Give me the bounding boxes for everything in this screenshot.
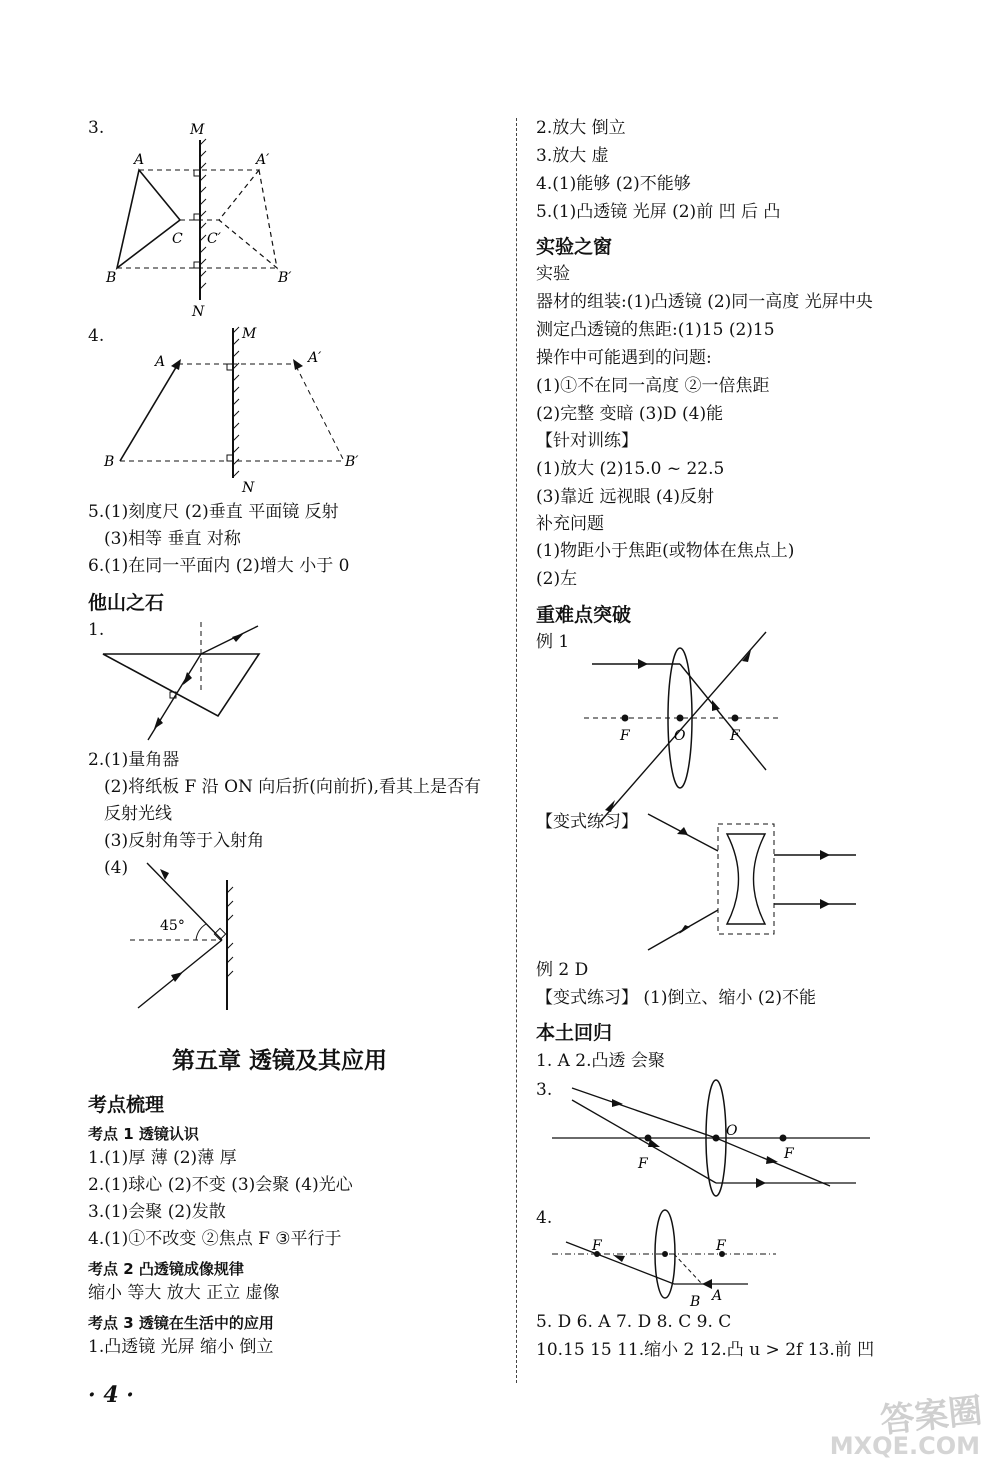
kaodian-title: 考点梳理 — [88, 1094, 165, 1116]
ts-q1-label: 1. — [88, 620, 105, 640]
q6-line: 6.(1)在同一平面内 (2)增大 小于 0 — [88, 556, 350, 576]
fig4-B2-label: B′ — [345, 454, 359, 470]
r-top-line-1: 2.放大 倒立 — [536, 118, 626, 138]
shiyan-line-1: 实验 — [536, 264, 570, 284]
fig3-A-label: A — [134, 152, 145, 168]
kd1-title: 考点 1 透镜认识 — [88, 1125, 199, 1143]
fig4-B-label: B — [104, 454, 115, 470]
bt4-F2-label: F — [716, 1238, 726, 1254]
ts-q2-line4: (3)反射角等于入射角 — [104, 831, 265, 851]
shiyan-line-10: 补充问题 — [536, 514, 604, 534]
shiyan-line-8: (1)放大 (2)15.0 ~ 22.5 — [536, 459, 725, 479]
fig3-C2-label: C′ — [207, 231, 221, 247]
li1-label: 例 1 — [536, 632, 570, 652]
q3-label: 3. — [88, 118, 105, 138]
q5-line2: (3)相等 垂直 对称 — [104, 529, 241, 549]
li2-line: 例 2 D — [536, 960, 589, 980]
bt-q4-label: 4. — [536, 1208, 553, 1228]
bianshi2-line: 【变式练习】 (1)倒立、缩小 (2)不能 — [536, 988, 816, 1008]
fig4-A2-label: A′ — [308, 350, 322, 366]
kd1-line-2: 2.(1)球心 (2)不变 (3)会聚 (4)光心 — [88, 1175, 353, 1195]
bt-line-1: 1. A 2.凸透 会聚 — [536, 1051, 665, 1071]
fig4-A-label: A — [155, 354, 166, 370]
bt-q3-label: 3. — [536, 1080, 553, 1100]
watermark-logo: 答案圈 — [878, 1390, 985, 1442]
angle-45-label: 45° — [160, 918, 185, 934]
kd1-line-3: 3.(1)会聚 (2)发散 — [88, 1202, 226, 1222]
section-zhongnan: 重难点突破 — [536, 604, 632, 626]
q5-line1: 5.(1)刻度尺 (2)垂直 平面镜 反射 — [88, 502, 339, 522]
q4-label: 4. — [88, 326, 105, 346]
kd2-title: 考点 2 凸透镜成像规律 — [88, 1260, 244, 1278]
bt-line-10: 10.15 15 11.缩小 2 12.凸 u > 2f 13.前 凹 — [536, 1340, 875, 1360]
section-bentu: 本土回归 — [536, 1022, 613, 1044]
fig3-C-label: C — [172, 231, 183, 247]
watermark-url: MXQE.COM — [829, 1432, 980, 1460]
fig3-B-label: B — [106, 270, 117, 286]
fig3-B2-label: B′ — [278, 270, 292, 286]
chapter-title: 第五章 透镜及其应用 — [172, 1047, 388, 1074]
shiyan-line-11: (1)物距小于焦距(或物体在焦点上) — [536, 541, 795, 561]
bianshi1-label: 【变式练习】 — [536, 812, 638, 832]
fig3-N-label: N — [192, 304, 205, 320]
fig4-M-label: M — [242, 326, 257, 342]
bt4-A-label: A — [712, 1288, 723, 1304]
r-top-line-3: 4.(1)能够 (2)不能够 — [536, 174, 691, 194]
ts-q2-line3: 反射光线 — [104, 804, 172, 824]
r-top-line-2: 3.放大 虚 — [536, 146, 609, 166]
bt3-F1-label: F — [638, 1156, 648, 1172]
fig3-A2-label: A′ — [256, 152, 270, 168]
shiyan-line-4: 操作中可能遇到的问题: — [536, 348, 712, 368]
shiyan-line-7: 【针对训练】 — [536, 431, 638, 451]
shiyan-line-6: (2)完整 变暗 (3)D (4)能 — [536, 404, 724, 424]
bt4-B-label: B — [690, 1294, 701, 1310]
ex1-O-label: O — [674, 728, 686, 744]
fig4-N-label: N — [242, 480, 255, 496]
bt3-O-label: O — [726, 1123, 738, 1139]
fig3-M-label: M — [190, 122, 205, 138]
bt4-F1-label: F — [592, 1238, 602, 1254]
shiyan-line-3: 测定凸透镜的焦距:(1)15 (2)15 — [536, 320, 775, 340]
kd1-line-1: 1.(1)厚 薄 (2)薄 厚 — [88, 1148, 237, 1168]
kd3-line: 1.凸透镜 光屏 缩小 倒立 — [88, 1337, 274, 1357]
shiyan-line-5: (1)①不在同一高度 ②一倍焦距 — [536, 376, 770, 396]
r-top-line-4: 5.(1)凸透镜 光屏 (2)前 凹 后 凸 — [536, 202, 781, 222]
page-number: · 4 · — [88, 1382, 134, 1408]
ts-q2-line5: (4) — [104, 858, 129, 878]
kd1-line-4: 4.(1)①不改变 ②焦点 F ③平行于 — [88, 1229, 342, 1249]
shiyan-line-12: (2)左 — [536, 569, 578, 589]
kd2-line: 缩小 等大 放大 正立 虚像 — [88, 1283, 280, 1303]
ex1-F1-label: F — [620, 728, 630, 744]
section-tashan: 他山之石 — [88, 592, 165, 614]
section-shiyan: 实验之窗 — [536, 236, 613, 258]
shiyan-line-9: (3)靠近 远视眼 (4)反射 — [536, 487, 714, 507]
ex1-F2-label: F — [730, 728, 740, 744]
ts-q2-line1: 2.(1)量角器 — [88, 750, 180, 770]
kd3-title: 考点 3 透镜在生活中的应用 — [88, 1314, 274, 1332]
shiyan-line-2: 器材的组装:(1)凸透镜 (2)同一高度 光屏中央 — [536, 292, 873, 312]
bt-line-5: 5. D 6. A 7. D 8. C 9. C — [536, 1312, 732, 1332]
bt3-F2-label: F — [784, 1146, 794, 1162]
ts-q2-line2: (2)将纸板 F 沿 ON 向后折(向前折),看其上是否有 — [104, 777, 481, 797]
